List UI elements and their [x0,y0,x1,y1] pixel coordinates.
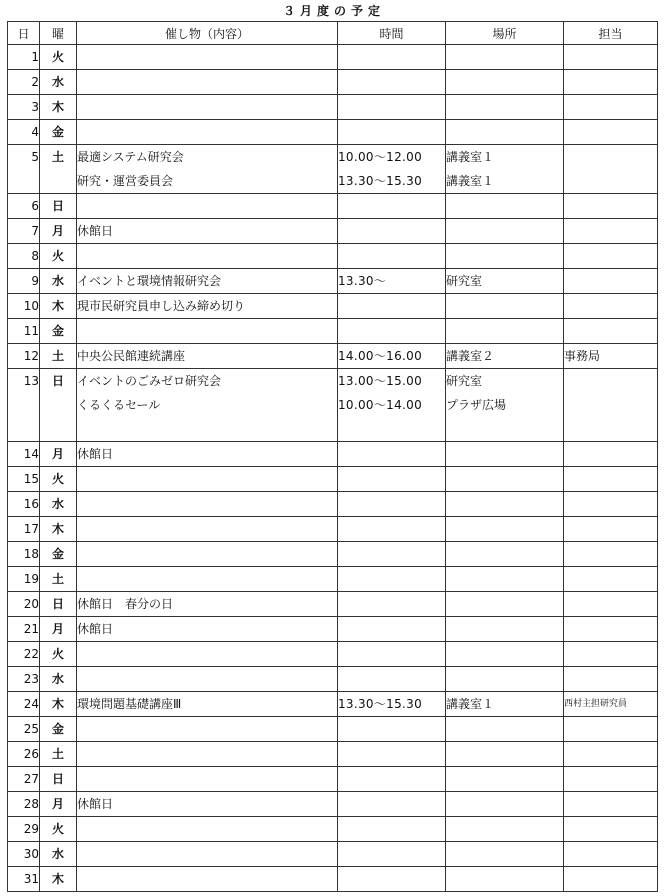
event-cell [77,294,338,319]
event-cell [77,517,338,542]
time-cell [338,120,446,145]
time-cell [338,492,446,517]
event-cell-line: 休館日 [77,797,114,811]
staff-cell [564,542,658,567]
place-cell [446,344,564,369]
header-place: 場所 [446,22,564,45]
day-cell: 15 [8,467,40,492]
weekday-cell: 水 [40,492,77,517]
day-cell: 9 [8,269,40,294]
time-cell [338,467,446,492]
place-cell-line: 講義室１ [446,174,495,188]
schedule-table [7,21,658,892]
staff-cell [564,45,658,70]
weekday-cell: 木 [40,517,77,542]
day-cell: 25 [8,717,40,742]
time-cell [338,294,446,319]
day-cell: 12 [8,344,40,369]
staff-cell [564,617,658,642]
table-row [8,269,658,294]
event-cell [77,219,338,244]
event-cell [77,717,338,742]
event-cell-line: 現市民研究員申し込み締め切り [77,299,246,313]
event-cell [77,567,338,592]
weekday-cell: 月 [40,617,77,642]
time-cell [338,642,446,667]
weekday-cell: 木 [40,294,77,319]
time-cell [338,742,446,767]
table-row [8,369,658,442]
staff-cell [564,219,658,244]
table-row [8,517,658,542]
time-cell-line: 10.00～14.00 [338,398,423,412]
time-cell [338,842,446,867]
day-cell: 26 [8,742,40,767]
time-cell [338,244,446,269]
day-cell: 8 [8,244,40,269]
staff-cell [564,95,658,120]
weekday-cell: 土 [40,742,77,767]
weekday-cell: 木 [40,95,77,120]
event-cell [77,95,338,120]
table-row [8,45,658,70]
day-cell: 20 [8,592,40,617]
staff-cell [564,867,658,892]
time-cell [338,344,446,369]
time-cell-line: 10.00～12.00 [338,150,423,164]
event-cell-line: 最適システム研究会 [77,150,184,164]
time-cell [338,667,446,692]
place-cell [446,617,564,642]
day-cell: 10 [8,294,40,319]
weekday-cell: 水 [40,269,77,294]
event-cell [77,120,338,145]
table-row [8,442,658,467]
time-cell [338,145,446,194]
place-cell [446,842,564,867]
place-cell-line: 研究室 [446,374,483,388]
day-cell: 27 [8,767,40,792]
staff-cell [564,817,658,842]
header-row [8,22,658,45]
staff-cell [564,369,658,442]
weekday-cell: 月 [40,792,77,817]
staff-cell [564,567,658,592]
day-cell: 22 [8,642,40,667]
table-row [8,145,658,194]
day-cell: 1 [8,45,40,70]
event-cell [77,442,338,467]
weekday-cell: 水 [40,70,77,95]
event-cell [77,667,338,692]
place-cell [446,45,564,70]
staff-cell [564,767,658,792]
day-cell: 28 [8,792,40,817]
page-title: ３月度の予定 [282,4,385,18]
staff-cell: 西村主担研究員 [564,692,658,717]
header-event: 催し物（内容） [77,22,338,45]
day-cell: 6 [8,194,40,219]
weekday-cell: 土 [40,344,77,369]
weekday-cell: 金 [40,542,77,567]
event-cell [77,45,338,70]
staff-cell: 事務局 [564,344,658,369]
staff-cell [564,145,658,194]
event-cell-line: 休館日 [77,622,114,636]
event-cell [77,269,338,294]
event-cell [77,842,338,867]
staff-cell [564,592,658,617]
weekday-cell: 水 [40,842,77,867]
place-cell [446,369,564,442]
staff-cell [564,120,658,145]
event-cell [77,817,338,842]
event-cell [77,642,338,667]
table-row [8,319,658,344]
staff-cell [564,70,658,95]
table-row [8,692,658,717]
time-cell [338,542,446,567]
place-cell [446,767,564,792]
weekday-cell: 金 [40,717,77,742]
time-cell [338,517,446,542]
place-cell [446,194,564,219]
header-time: 時間 [338,22,446,45]
day-cell: 31 [8,867,40,892]
time-cell [338,95,446,120]
weekday-cell: 土 [40,145,77,194]
weekday-cell: 日 [40,194,77,219]
place-cell [446,120,564,145]
day-cell: 23 [8,667,40,692]
header-day: 日 [8,22,40,45]
time-cell-line: 13.30～ [338,274,387,288]
table-row [8,842,658,867]
staff-cell [564,842,658,867]
time-cell-line: 13.30～15.30 [338,697,423,711]
time-cell [338,717,446,742]
place-cell [446,867,564,892]
time-cell [338,617,446,642]
staff-cell [564,269,658,294]
event-cell-line: イベントのごみゼロ研究会 [77,374,222,388]
place-cell [446,667,564,692]
day-cell: 17 [8,517,40,542]
place-cell-line: 講義室１ [446,150,495,164]
time-cell [338,219,446,244]
event-cell-line: 環境問題基礎講座Ⅲ [77,697,182,711]
weekday-cell: 金 [40,120,77,145]
table-row [8,617,658,642]
event-cell-line: 中央公民館連続講座 [77,349,186,363]
table-row [8,792,658,817]
day-cell: 16 [8,492,40,517]
table-row [8,567,658,592]
day-cell: 18 [8,542,40,567]
place-cell [446,269,564,294]
day-cell: 2 [8,70,40,95]
time-cell [338,767,446,792]
staff-cell [564,244,658,269]
time-cell [338,319,446,344]
place-cell [446,592,564,617]
place-cell [446,442,564,467]
table-row [8,244,658,269]
place-cell [446,70,564,95]
table-row [8,667,658,692]
place-cell [446,294,564,319]
place-cell-line: 研究室 [446,274,483,288]
place-cell [446,792,564,817]
weekday-cell: 木 [40,867,77,892]
time-cell-line: 13.00～15.00 [338,374,423,388]
weekday-cell: 月 [40,219,77,244]
day-cell: 13 [8,369,40,442]
event-cell-line: 研究・運営委員会 [77,174,174,188]
staff-cell [564,319,658,344]
event-cell-line: 休館日 [77,224,114,238]
place-cell [446,467,564,492]
event-cell-line: 休館日 [77,447,114,461]
day-cell: 5 [8,145,40,194]
weekday-cell: 金 [40,319,77,344]
weekday-cell: 火 [40,817,77,842]
weekday-cell: 土 [40,567,77,592]
day-cell: 11 [8,319,40,344]
table-row [8,817,658,842]
weekday-cell: 水 [40,667,77,692]
staff-cell [564,742,658,767]
event-cell [77,145,338,194]
place-cell-line: プラザ広場 [446,398,507,412]
place-cell [446,817,564,842]
table-row [8,95,658,120]
table-row [8,219,658,244]
time-cell [338,45,446,70]
weekday-cell: 火 [40,467,77,492]
time-cell [338,817,446,842]
event-cell [77,867,338,892]
weekday-cell: 日 [40,592,77,617]
weekday-cell: 火 [40,642,77,667]
place-cell [446,145,564,194]
time-cell [338,592,446,617]
place-cell [446,642,564,667]
time-cell [338,567,446,592]
table-row [8,592,658,617]
event-cell [77,369,338,442]
place-cell-line: 講義室２ [446,349,495,363]
table-row [8,867,658,892]
time-cell [338,194,446,219]
event-cell [77,344,338,369]
table-row [8,194,658,219]
event-cell [77,617,338,642]
time-cell [338,692,446,717]
event-cell [77,767,338,792]
place-cell [446,219,564,244]
table-row [8,70,658,95]
weekday-cell: 日 [40,369,77,442]
event-cell-line: くるくるセール [77,398,161,412]
staff-cell [564,667,658,692]
staff-cell [564,792,658,817]
weekday-cell: 月 [40,442,77,467]
event-cell [77,742,338,767]
table-row [8,492,658,517]
table-row [8,767,658,792]
table-row [8,344,658,369]
staff-cell [564,517,658,542]
event-cell [77,792,338,817]
event-cell [77,319,338,344]
place-cell [446,692,564,717]
time-cell-line: 13.30～15.30 [338,174,423,188]
staff-cell [564,442,658,467]
staff-cell [564,717,658,742]
table-row [8,742,658,767]
header-staff: 担当 [564,22,658,45]
place-cell [446,492,564,517]
day-cell: 19 [8,567,40,592]
day-cell: 21 [8,617,40,642]
time-cell [338,442,446,467]
weekday-cell: 火 [40,45,77,70]
table-row [8,542,658,567]
event-cell-line: イベントと環境情報研究会 [77,274,222,288]
place-cell-line: 講義室１ [446,697,495,711]
event-cell [77,692,338,717]
time-cell [338,867,446,892]
place-cell [446,717,564,742]
time-cell [338,792,446,817]
place-cell [446,517,564,542]
header-weekday: 曜 [40,22,77,45]
place-cell [446,319,564,344]
day-cell: 3 [8,95,40,120]
staff-cell [564,642,658,667]
table-row [8,717,658,742]
day-cell: 24 [8,692,40,717]
time-cell-line: 14.00～16.00 [338,349,423,363]
event-cell [77,592,338,617]
day-cell: 14 [8,442,40,467]
event-cell [77,492,338,517]
schedule-body [8,45,658,892]
event-cell [77,194,338,219]
weekday-cell: 火 [40,244,77,269]
event-cell [77,467,338,492]
place-cell [446,542,564,567]
day-cell: 29 [8,817,40,842]
time-cell [338,369,446,442]
table-row [8,642,658,667]
event-cell [77,542,338,567]
place-cell [446,742,564,767]
staff-cell [564,467,658,492]
place-cell [446,567,564,592]
day-cell: 7 [8,219,40,244]
day-cell: 4 [8,120,40,145]
staff-cell [564,194,658,219]
place-cell [446,95,564,120]
staff-cell [564,492,658,517]
weekday-cell: 日 [40,767,77,792]
event-cell [77,70,338,95]
time-cell [338,269,446,294]
weekday-cell: 木 [40,692,77,717]
time-cell [338,70,446,95]
table-row [8,294,658,319]
event-cell [77,244,338,269]
table-row [8,467,658,492]
table-row [8,120,658,145]
staff-cell [564,294,658,319]
place-cell [446,244,564,269]
event-cell-line: 休館日 春分の日 [77,597,174,611]
day-cell: 30 [8,842,40,867]
